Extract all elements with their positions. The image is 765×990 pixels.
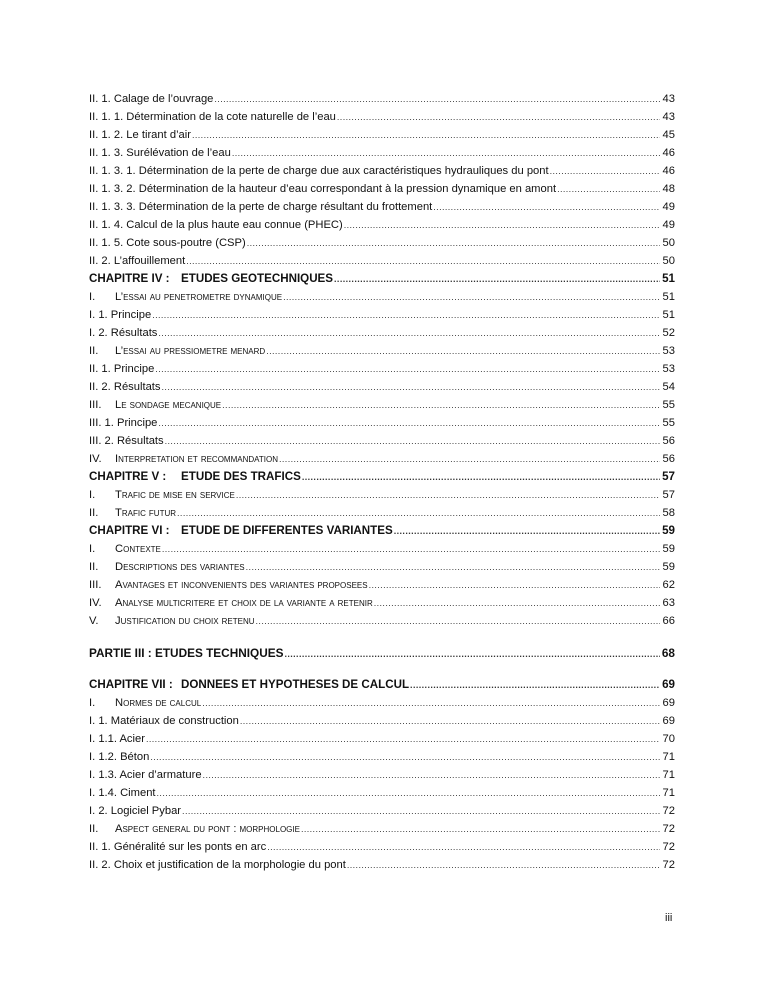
toc-entry-label: I. 1.4. Ciment [89, 787, 156, 799]
toc-entry-title [89, 360, 154, 378]
toc-entry-title [89, 216, 343, 234]
toc-page-number: 66 [662, 615, 675, 627]
toc-page-number: 55 [662, 399, 675, 411]
toc-entry[interactable] [89, 90, 675, 108]
toc-entry[interactable] [89, 730, 675, 748]
toc-entry[interactable] [89, 288, 675, 306]
toc-page-number: 69 [662, 715, 675, 727]
toc-entry-label: Trafic de mise en service [115, 489, 235, 501]
toc-entry-title [89, 486, 235, 504]
toc-page-number: 49 [662, 201, 675, 213]
dot-leader [165, 432, 660, 450]
toc-page-number: 51 [662, 272, 675, 285]
toc-entry-label: II. 1. 2. Le tirant d’air [89, 129, 191, 141]
toc-entry-title [89, 766, 202, 784]
toc-entry-number: II. [89, 345, 99, 357]
toc-entry-label: Descriptions des variantes [115, 561, 245, 573]
toc-entry[interactable] [89, 360, 675, 378]
toc-entry-label: Normes de calcul [115, 697, 202, 709]
toc-entry[interactable] [89, 180, 675, 198]
toc-entry-title [89, 612, 255, 630]
toc-entry-label: II. 1. 3. Surélévation de l’eau [89, 147, 231, 159]
toc-entry[interactable] [89, 432, 675, 450]
toc-entry[interactable] [89, 216, 675, 234]
dot-leader [182, 802, 660, 820]
toc-entry-label: PARTIE III : ETUDES TECHNIQUES [89, 646, 284, 660]
dot-leader [232, 144, 660, 162]
toc-entry-label: Avantages et inconvenients des variantes proposees [115, 579, 368, 591]
toc-entry-number: II. [89, 823, 99, 835]
toc-page-number: 72 [662, 859, 675, 871]
toc-entry-label: II. 2. L’affouillement [89, 255, 186, 267]
toc-entry[interactable] [89, 342, 675, 360]
toc-entry-label: Aspect general du pont : morphologie [115, 823, 300, 835]
toc-page-number: 58 [662, 507, 675, 519]
toc-entry-title [89, 450, 278, 468]
dot-leader [410, 676, 660, 694]
dot-leader [214, 90, 660, 108]
toc-page-number: 53 [662, 345, 675, 357]
toc-entry[interactable] [89, 252, 675, 270]
table-of-contents [89, 90, 675, 874]
toc-entry-label: I. 2. Résultats [89, 327, 158, 339]
toc-page-number: 59 [662, 543, 675, 555]
toc-entry-label: I. 2. Logiciel Pybar [89, 805, 182, 817]
dot-leader [186, 252, 660, 270]
toc-entry[interactable] [89, 108, 675, 126]
toc-entry-label: L’essai au penetrometre dynamique [115, 291, 283, 303]
dot-leader [247, 234, 660, 252]
dot-leader [192, 126, 660, 144]
toc-entry-number: II. [89, 507, 99, 519]
toc-page-number: 43 [662, 111, 675, 123]
dot-leader [246, 558, 660, 576]
dot-leader [374, 594, 660, 612]
dot-leader [369, 576, 660, 594]
toc-page-number: 50 [662, 237, 675, 249]
dot-leader [146, 730, 660, 748]
toc-spacer [89, 662, 675, 676]
toc-entry[interactable] [89, 748, 675, 766]
toc-entry-title [89, 540, 161, 558]
toc-entry-title [89, 288, 282, 306]
toc-entry-label: ETUDES GEOTECHNIQUES [181, 272, 334, 285]
dot-leader [203, 766, 660, 784]
dot-leader [344, 216, 660, 234]
toc-entry-number: CHAPITRE VI : [89, 524, 170, 537]
toc-entry-label: I. 1. Matériaux de construction [89, 715, 239, 727]
toc-page-number: 45 [662, 129, 675, 141]
dot-leader [152, 306, 660, 324]
toc-page-number: 70 [662, 733, 675, 745]
toc-entry[interactable] [89, 540, 675, 558]
toc-page-number: 55 [662, 417, 675, 429]
dot-leader [284, 645, 660, 663]
toc-entry-title [89, 504, 176, 522]
toc-page-number: 63 [662, 597, 675, 609]
toc-page-number: 72 [662, 805, 675, 817]
toc-page-number: 59 [662, 561, 675, 573]
toc-entry-title [89, 712, 239, 730]
toc-entry-number: I. [89, 697, 96, 709]
dot-leader [158, 414, 660, 432]
toc-entry[interactable] [89, 612, 675, 630]
toc-entry[interactable] [89, 396, 675, 414]
toc-entry-label: II. 1. 4. Calcul de la plus haute eau connue (PHEC) [89, 219, 343, 231]
toc-entry-title [89, 270, 333, 288]
toc-page-number: 50 [662, 255, 675, 267]
toc-entry[interactable] [89, 766, 675, 784]
dot-leader [279, 450, 660, 468]
toc-page-number: 69 [662, 678, 675, 691]
toc-entry[interactable] [89, 504, 675, 522]
dot-leader [177, 504, 660, 522]
toc-entry-label: II. 1. Principe [89, 363, 155, 375]
toc-entry-title [89, 730, 145, 748]
dot-leader [267, 838, 660, 856]
toc-entry-label: II. 2. Choix et justification de la morphologie du pont [89, 859, 346, 871]
toc-entry-title [89, 306, 151, 324]
toc-entry-title [89, 162, 549, 180]
toc-entry[interactable] [89, 820, 675, 838]
toc-part-entry[interactable] [89, 644, 675, 662]
toc-entry-label: ETUDE DES TRAFICS [181, 470, 301, 483]
toc-entry-label: I. 1. Principe [89, 309, 152, 321]
toc-entry-title [89, 748, 149, 766]
toc-entry-title [89, 468, 301, 486]
toc-entry[interactable] [89, 856, 675, 874]
toc-page-number: 53 [662, 363, 675, 375]
dot-leader [157, 784, 660, 802]
toc-entry-title [89, 856, 346, 874]
toc-page-number: 46 [662, 165, 675, 177]
toc-entry[interactable] [89, 712, 675, 730]
toc-entry-label: DONNEES ET HYPOTHESES DE CALCUL [181, 678, 410, 691]
toc-entry-label: III. 2. Résultats [89, 435, 164, 447]
toc-page-number: 46 [662, 147, 675, 159]
toc-entry[interactable] [89, 324, 675, 342]
toc-page-number: 54 [662, 381, 675, 393]
toc-entry[interactable] [89, 594, 675, 612]
toc-entry-title [89, 108, 336, 126]
toc-entry-title [89, 784, 156, 802]
toc-entry-label: II. 1. 3. 2. Détermination de la hauteur d’eau correspondant à la pression dynamique en amont [89, 183, 557, 195]
dot-leader [394, 522, 660, 540]
toc-page-number: 68 [661, 646, 675, 660]
toc-entry-title [89, 198, 432, 216]
toc-entry-title [89, 594, 373, 612]
toc-page-number: 71 [662, 769, 675, 781]
toc-entry-number: I. [89, 543, 96, 555]
toc-entry-title [89, 694, 201, 712]
dot-leader [283, 288, 660, 306]
toc-entry-title [89, 144, 231, 162]
toc-entry-label: II. 1. 1. Détermination de la cote naturelle de l’eau [89, 111, 336, 123]
toc-entry-title [89, 180, 556, 198]
toc-entry-label: Interpretation et recommandation [115, 453, 278, 465]
toc-entry-number: CHAPITRE VII : [89, 678, 173, 691]
toc-entry-number: V. [89, 615, 99, 627]
toc-entry-label: L’essai au pressiometre menard [115, 345, 266, 357]
dot-leader [347, 856, 660, 874]
dot-leader [150, 748, 660, 766]
toc-entry-label: I. 1.1. Acier [89, 733, 145, 745]
toc-entry-label: Analyse multicritere et choix de la variante a retenir [115, 597, 373, 609]
toc-entry[interactable] [89, 784, 675, 802]
toc-page-number: 49 [662, 219, 675, 231]
toc-entry-title [89, 396, 221, 414]
toc-page-number: 72 [662, 841, 675, 853]
toc-page-number: 51 [662, 309, 675, 321]
toc-entry[interactable] [89, 802, 675, 820]
toc-entry-title [89, 432, 164, 450]
dot-leader [433, 198, 660, 216]
dot-leader [240, 712, 660, 730]
toc-entry-label: II. 1. Calage de l’ouvrage [89, 93, 214, 105]
toc-entry-number: CHAPITRE V : [89, 470, 167, 483]
toc-entry[interactable] [89, 486, 675, 504]
toc-entry[interactable] [89, 144, 675, 162]
toc-page-number: 59 [662, 524, 675, 537]
toc-page-number: 72 [662, 823, 675, 835]
toc-entry[interactable] [89, 378, 675, 396]
toc-entry[interactable] [89, 558, 675, 576]
dot-leader [256, 612, 660, 630]
page-number: iii [665, 912, 673, 924]
toc-page-number: 71 [662, 787, 675, 799]
toc-page-number: 56 [662, 435, 675, 447]
toc-entry[interactable] [89, 576, 675, 594]
toc-entry-title [89, 378, 161, 396]
toc-chapter-entry[interactable] [89, 468, 675, 486]
toc-entry[interactable] [89, 306, 675, 324]
toc-entry-title [89, 644, 283, 662]
toc-entry-title [89, 234, 246, 252]
toc-entry-number: IV. [89, 597, 102, 609]
toc-page-number: 43 [662, 93, 675, 105]
toc-entry[interactable] [89, 126, 675, 144]
dot-leader [202, 694, 660, 712]
toc-page-number: 57 [662, 470, 675, 483]
dot-leader [302, 468, 660, 486]
toc-entry-number: CHAPITRE IV : [89, 272, 170, 285]
toc-entry-title [89, 676, 409, 694]
toc-entry-label: Contexte [115, 543, 161, 555]
toc-entry-label: II. 1. 5. Cote sous-poutre (CSP) [89, 237, 246, 249]
toc-entry[interactable] [89, 694, 675, 712]
toc-page-number: 71 [662, 751, 675, 763]
dot-leader [158, 324, 660, 342]
toc-entry[interactable] [89, 162, 675, 180]
toc-entry-label: Trafic futur [115, 507, 177, 519]
toc-page-number: 52 [662, 327, 675, 339]
toc-entry-label: Justification du choix retenu [115, 615, 255, 627]
toc-entry-number: IV. [89, 453, 102, 465]
toc-entry-number: III. [89, 579, 102, 591]
toc-entry-label: II. 1. 3. 3. Détermination de la perte de charge résultant du frottement [89, 201, 433, 213]
toc-entry-title [89, 820, 300, 838]
toc-page-number: 48 [662, 183, 675, 195]
dot-leader [557, 180, 660, 198]
toc-entry-label: II. 2. Résultats [89, 381, 161, 393]
toc-spacer [89, 630, 675, 644]
dot-leader [162, 540, 660, 558]
toc-entry[interactable] [89, 838, 675, 856]
dot-leader [236, 486, 660, 504]
toc-entry-title [89, 126, 191, 144]
toc-entry-title [89, 802, 181, 820]
toc-entry-title [89, 90, 213, 108]
toc-entry-title [89, 252, 185, 270]
toc-entry-label: III. 1. Principe [89, 417, 158, 429]
toc-entry-title [89, 838, 266, 856]
toc-page-number: 62 [662, 579, 675, 591]
toc-entry-title [89, 576, 368, 594]
toc-entry-number: I. [89, 291, 96, 303]
dot-leader [334, 270, 660, 288]
toc-entry-number: I. [89, 489, 96, 501]
toc-entry[interactable] [89, 450, 675, 468]
toc-entry-number: III. [89, 399, 102, 411]
toc-entry-label: I. 1.2. Béton [89, 751, 150, 763]
toc-entry-title [89, 522, 393, 540]
toc-entry-title [89, 342, 265, 360]
toc-page-number: 57 [662, 489, 675, 501]
toc-entry[interactable] [89, 414, 675, 432]
dot-leader [155, 360, 660, 378]
dot-leader [222, 396, 660, 414]
toc-page-number: 56 [662, 453, 675, 465]
dot-leader [550, 162, 660, 180]
toc-chapter-entry[interactable] [89, 676, 675, 694]
toc-entry-label: I. 1.3. Acier d’armature [89, 769, 202, 781]
toc-entry-title [89, 414, 157, 432]
toc-entry-title [89, 324, 157, 342]
dot-leader [162, 378, 660, 396]
toc-chapter-entry[interactable] [89, 522, 675, 540]
toc-entry[interactable] [89, 198, 675, 216]
toc-entry-label: II. 1. Généralité sur les ponts en arc [89, 841, 267, 853]
toc-entry-label: II. 1. 3. 1. Détermination de la perte de charge due aux caractéristiques hydrauliques du pont [89, 165, 549, 177]
toc-entry-label: Le sondage mecanique [115, 399, 222, 411]
dot-leader [337, 108, 660, 126]
toc-entry-number: II. [89, 561, 99, 573]
toc-chapter-entry[interactable] [89, 270, 675, 288]
toc-entry-title [89, 558, 245, 576]
dot-leader [266, 342, 660, 360]
toc-page-number: 69 [662, 697, 675, 709]
toc-entry[interactable] [89, 234, 675, 252]
toc-page-number: 51 [662, 291, 675, 303]
toc-entry-label: ETUDE DE DIFFERENTES VARIANTES [181, 524, 393, 537]
dot-leader [301, 820, 660, 838]
